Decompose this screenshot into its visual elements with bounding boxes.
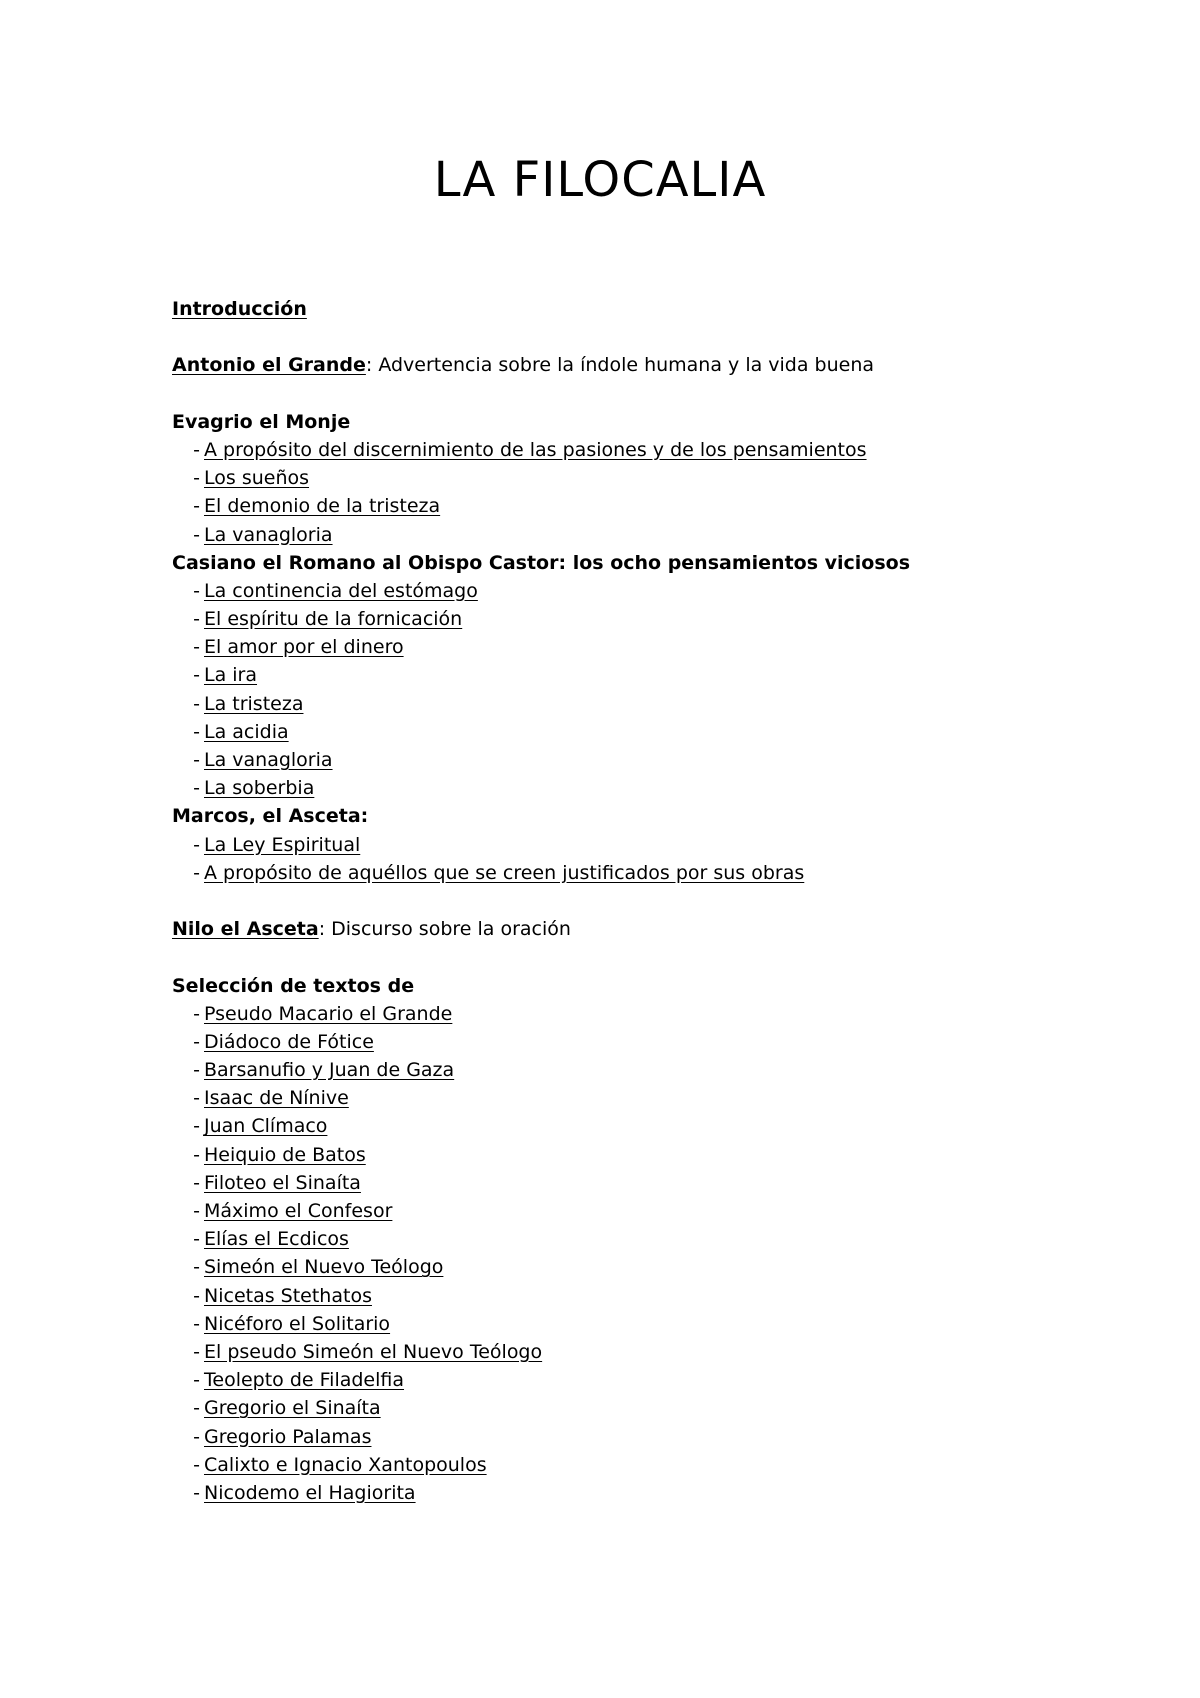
casiano-item-link[interactable]: La ira (204, 664, 258, 687)
seleccion-item-link[interactable]: Juan Clímaco (204, 1115, 328, 1138)
list-dash: - (193, 1171, 200, 1194)
marcos-list (172, 831, 1152, 887)
evagrio-item-link[interactable]: Los sueños (204, 467, 310, 490)
list-dash: - (193, 749, 200, 771)
seleccion-item-link[interactable]: Calixto e Ignacio Xantopoulos (204, 1453, 487, 1476)
marcos-heading: Marcos, el Asceta: (172, 805, 369, 828)
list-item (172, 1141, 1152, 1169)
spacer (172, 887, 1152, 915)
seleccion-item-link[interactable]: Diádoco de Fótice (204, 1030, 374, 1053)
seleccion-item-link[interactable]: Barsanufio y Juan de Gaza (204, 1059, 455, 1082)
seleccion-item-link[interactable]: Gregorio Palamas (204, 1425, 372, 1448)
list-item (172, 464, 1152, 492)
casiano-item-link[interactable]: La tristeza (204, 692, 304, 715)
list-dash: - (193, 1397, 200, 1420)
list-dash: - (193, 438, 200, 461)
list-item (172, 1366, 1152, 1394)
evagrio-list (172, 436, 1152, 549)
list-dash: - (193, 1143, 200, 1166)
antonio-line (172, 351, 1152, 379)
list-dash: - (193, 1284, 200, 1307)
list-item (172, 1169, 1152, 1197)
casiano-item-link[interactable]: La soberbia (204, 777, 315, 800)
seleccion-item-link[interactable]: Isaac de Nínive (204, 1087, 349, 1110)
antonio-sep: : (365, 354, 373, 377)
list-dash: - (193, 636, 200, 659)
list-item (172, 521, 1152, 549)
seleccion-item-link[interactable]: Heiquio de Batos (204, 1143, 366, 1166)
seleccion-item-link[interactable]: Nicetas Stethatos (204, 1284, 372, 1307)
list-item (172, 1112, 1152, 1140)
seleccion-heading: Selección de textos de (172, 974, 415, 997)
list-item (172, 690, 1152, 718)
spacer (172, 323, 1152, 351)
list-dash: - (193, 861, 200, 884)
list-item (172, 1197, 1152, 1225)
casiano-item-link[interactable]: El espíritu de la fornicación (204, 608, 463, 631)
list-item (172, 633, 1152, 661)
list-item (172, 1451, 1152, 1479)
list-item (172, 492, 1152, 520)
list-dash: - (193, 608, 200, 631)
list-item (172, 661, 1152, 689)
nilo-line (172, 915, 1152, 943)
list-dash: - (193, 1200, 200, 1222)
list-item (172, 1282, 1152, 1310)
nilo-link[interactable]: Nilo el Asceta (172, 918, 319, 941)
evagrio-item-link[interactable]: La vanagloria (204, 523, 333, 546)
list-item (172, 436, 1152, 464)
casiano-item-link[interactable]: La continencia del estómago (204, 579, 478, 602)
list-dash: - (193, 1340, 200, 1363)
list-item (172, 1253, 1152, 1281)
list-item (172, 1000, 1152, 1028)
list-item (172, 1394, 1152, 1422)
antonio-text: Advertencia sobre la índole humana y la vida buena (372, 354, 875, 377)
list-dash: - (193, 1425, 200, 1448)
list-dash: - (193, 1087, 200, 1110)
nilo-text: Discurso sobre la oración (325, 918, 571, 941)
list-item (172, 1056, 1152, 1084)
list-dash: - (193, 495, 200, 518)
seleccion-item-link[interactable]: Gregorio el Sinaíta (204, 1397, 381, 1420)
list-dash: - (193, 1030, 200, 1053)
list-item (172, 1225, 1152, 1253)
table-of-contents (172, 295, 1152, 1507)
seleccion-item-link[interactable]: Máximo el Confesor (204, 1200, 393, 1222)
intro-link[interactable]: Introducción (172, 298, 307, 320)
marcos-item-link[interactable]: A propósito de aquéllos que se creen justificados por sus obras (204, 861, 805, 884)
list-item (172, 1423, 1152, 1451)
casiano-list (172, 577, 1152, 803)
list-dash: - (193, 523, 200, 546)
page-title: LA FILOCALIA (433, 152, 767, 208)
casiano-item-link[interactable]: La vanagloria (204, 749, 333, 771)
list-dash: - (193, 1228, 200, 1251)
list-dash: - (193, 1453, 200, 1476)
nilo-sep: : (318, 918, 326, 941)
casiano-item-link[interactable]: El amor por el dinero (204, 636, 404, 659)
list-dash: - (193, 467, 200, 490)
seleccion-list (172, 1000, 1152, 1507)
intro-line (172, 295, 1152, 323)
seleccion-item-link[interactable]: Pseudo Macario el Grande (204, 1002, 453, 1025)
list-item (172, 605, 1152, 633)
list-dash: - (193, 777, 200, 800)
list-item (172, 1084, 1152, 1112)
list-dash: - (193, 1256, 200, 1279)
list-item (172, 774, 1152, 802)
list-item (172, 718, 1152, 746)
evagrio-heading: Evagrio el Monje (172, 410, 351, 433)
evagrio-item-link[interactable]: El demonio de la tristeza (204, 495, 441, 518)
list-dash: - (193, 1481, 200, 1504)
seleccion-item-link[interactable]: Simeón el Nuevo Teólogo (204, 1256, 444, 1279)
antonio-link[interactable]: Antonio el Grande (172, 354, 366, 377)
list-dash: - (193, 1312, 200, 1335)
list-item (172, 1479, 1152, 1507)
list-item (172, 1338, 1152, 1366)
list-dash: - (193, 833, 200, 856)
spacer (172, 380, 1152, 408)
seleccion-item-link[interactable]: Nicéforo el Solitario (204, 1312, 391, 1335)
list-item (172, 577, 1152, 605)
casiano-heading: Casiano el Romano al Obispo Castor: los ocho pensamientos viciosos (172, 551, 911, 574)
list-item (172, 859, 1152, 887)
list-dash: - (193, 692, 200, 715)
seleccion-item-link[interactable]: El pseudo Simeón el Nuevo Teólogo (204, 1340, 543, 1363)
list-item (172, 1310, 1152, 1338)
list-dash: - (193, 579, 200, 602)
list-dash: - (193, 664, 200, 687)
list-dash: - (193, 1059, 200, 1082)
list-dash: - (193, 720, 200, 743)
casiano-item-link[interactable]: La acidia (204, 720, 289, 743)
seleccion-item-link[interactable]: Filoteo el Sinaíta (204, 1171, 361, 1194)
marcos-item-link[interactable]: La Ley Espiritual (204, 833, 361, 856)
seleccion-item-link[interactable]: Elías el Ecdicos (204, 1228, 349, 1251)
seleccion-item-link[interactable]: Nicodemo el Hagiorita (204, 1481, 416, 1504)
list-dash: - (193, 1002, 200, 1025)
spacer (172, 943, 1152, 971)
list-dash: - (193, 1369, 200, 1392)
list-dash: - (193, 1115, 200, 1138)
list-item (172, 1028, 1152, 1056)
evagrio-item-link[interactable]: A propósito del discernimiento de las pasiones y de los pensamientos (204, 438, 867, 461)
list-item (172, 746, 1152, 774)
list-item (172, 831, 1152, 859)
seleccion-item-link[interactable]: Teolepto de Filadelfia (204, 1369, 405, 1392)
